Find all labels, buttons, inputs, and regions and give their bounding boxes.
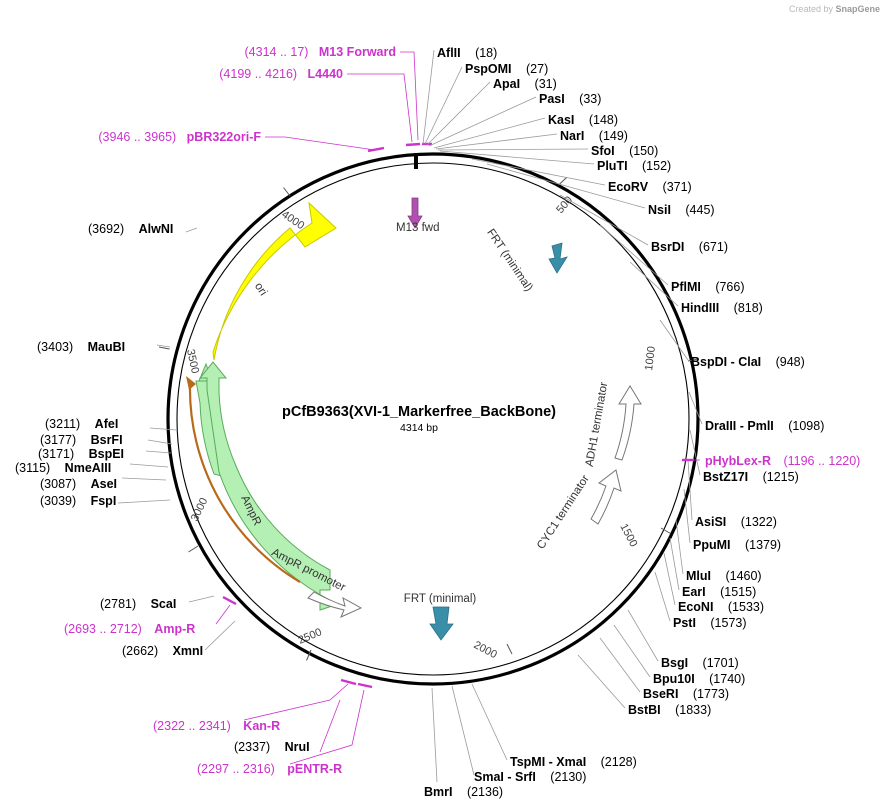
site-aflii: AflII (18)	[437, 46, 498, 60]
site-pasi: PasI (33)	[539, 92, 602, 106]
label-pentr-r: (2297 .. 2316) pENTR-R	[197, 762, 343, 776]
site-xmni: (2662) XmnI	[122, 644, 204, 658]
site-bsrdi: BsrDI (671)	[651, 240, 728, 254]
tick-label-1500: 1500	[617, 521, 640, 550]
feature-label-m13-fwd: M13 fwd	[396, 222, 440, 234]
site-asisi: AsiSI (1322)	[695, 515, 777, 529]
site-fspi: (3039) FspI	[40, 494, 117, 508]
feature-frt-top	[484, 227, 567, 294]
feature-frt-bottom	[404, 593, 477, 640]
site-bstbi: BstBI (1833)	[628, 703, 712, 717]
tick-label-1000: 1000	[643, 345, 658, 372]
site-nsii: NsiI (445)	[648, 203, 715, 217]
site-nmeaiii: (3115) NmeAIII	[15, 461, 112, 475]
credit-brand: SnapGene	[835, 4, 880, 14]
site-tspmi-xmai: TspMI - XmaI (2128)	[510, 755, 637, 769]
site-psti: PstI (1573)	[673, 616, 747, 630]
site-alwni: (3692) AlwNI	[88, 222, 174, 236]
right-enzyme-labels	[423, 44, 824, 718]
site-bseri: BseRI (1773)	[643, 687, 730, 701]
site-pluti: PluTI (152)	[597, 159, 672, 173]
plasmid-title-group	[282, 404, 556, 434]
site-nari: NarI (149)	[560, 129, 628, 143]
label-amp-r: (2693 .. 2712) Amp-R	[64, 622, 196, 636]
site-draiii-pmli: DraIII - PmlI (1098)	[705, 419, 825, 433]
site-eari: EarI (1515)	[682, 585, 757, 599]
site-bpu10i: Bpu10I (1740)	[653, 672, 746, 686]
site-nrui: (2337) NruI	[234, 740, 310, 754]
plasmid-name: pCfB9363(XVI-1_Markerfree_BackBone)	[281, 404, 557, 420]
feature-label-ori: ori	[252, 280, 270, 298]
site-bsgi: BsgI (1701)	[661, 656, 739, 670]
site-maubi: (3403) MauBI	[37, 340, 126, 354]
feature-label-frt-bottom: FRT (minimal)	[403, 593, 477, 605]
label-pbr322ori-f: (3946 .. 3965) pBR322ori-F	[98, 130, 261, 144]
site-mlui: MluI (1460)	[686, 569, 762, 583]
site-kasi: KasI (148)	[548, 113, 619, 127]
label-l4440: (4199 .. 4216) L4440	[219, 67, 343, 81]
site-bmri: BmrI (2136)	[424, 785, 504, 799]
site-bstz17i: BstZ17I (1215)	[703, 470, 799, 484]
plasmid-size: 4314 bp	[400, 422, 438, 434]
tick-label-500: 500	[554, 194, 576, 216]
feature-ori	[213, 203, 336, 360]
tick-label-2500: 2500	[296, 626, 324, 647]
tick-label-2000: 2000	[471, 639, 499, 662]
site-bspdi-clai: BspDI - ClaI (948)	[691, 355, 805, 369]
left-enzyme-labels	[15, 220, 310, 755]
top-left-feature-labels	[98, 43, 418, 150]
feature-label-adh1-terminator: ADH1 terminator	[583, 381, 611, 468]
site-bsrfi: (3177) BsrFI	[40, 433, 123, 447]
right-feature-labels	[683, 452, 860, 469]
site-econi: EcoNI (1533)	[678, 600, 765, 614]
bottom-enzyme-labels	[424, 684, 637, 800]
site-pspomi: PspOMI (27)	[465, 62, 549, 76]
site-scai: (2781) ScaI	[100, 597, 177, 611]
site-asei: (3087) AseI	[40, 477, 117, 491]
label-kan-r: (2322 .. 2341) Kan-R	[153, 719, 281, 733]
site-smai-srfi: SmaI - SrfI (2130)	[474, 770, 587, 784]
tick-label-4000: 4000	[279, 208, 307, 233]
site-pflmi: PflMI (766)	[671, 280, 745, 294]
feature-label-frt-top: FRT (minimal)	[484, 226, 535, 294]
site-ecorv: EcoRV (371)	[608, 180, 692, 194]
feature-label-cyc1-terminator: CYC1 terminator	[535, 473, 592, 552]
feature-label-ampr: AmpR	[238, 493, 264, 528]
site-bspei: (3171) BspEI	[38, 447, 125, 461]
site-ppumi: PpuMI (1379)	[693, 538, 782, 552]
tick-label-3500: 3500	[184, 348, 201, 375]
credit-prefix: Created by	[788, 4, 833, 14]
label-phyblex-r: pHybLex-R (1196 .. 1220)	[705, 454, 861, 468]
tick-label-3000: 3000	[188, 496, 211, 524]
feature-adh1-terminator	[584, 381, 641, 468]
site-hindiii: HindIII (818)	[681, 301, 763, 315]
feature-cyc1-terminator	[535, 470, 621, 552]
site-apai: ApaI (31)	[493, 77, 557, 91]
site-afei: (3211) AfeI	[45, 417, 119, 431]
feature-label-ampr-promoter: AmpR promoter	[269, 546, 348, 595]
site-sfoi: SfoI (150)	[591, 144, 659, 158]
label-m13-forward: (4314 .. 17) M13 Forward	[244, 45, 396, 59]
